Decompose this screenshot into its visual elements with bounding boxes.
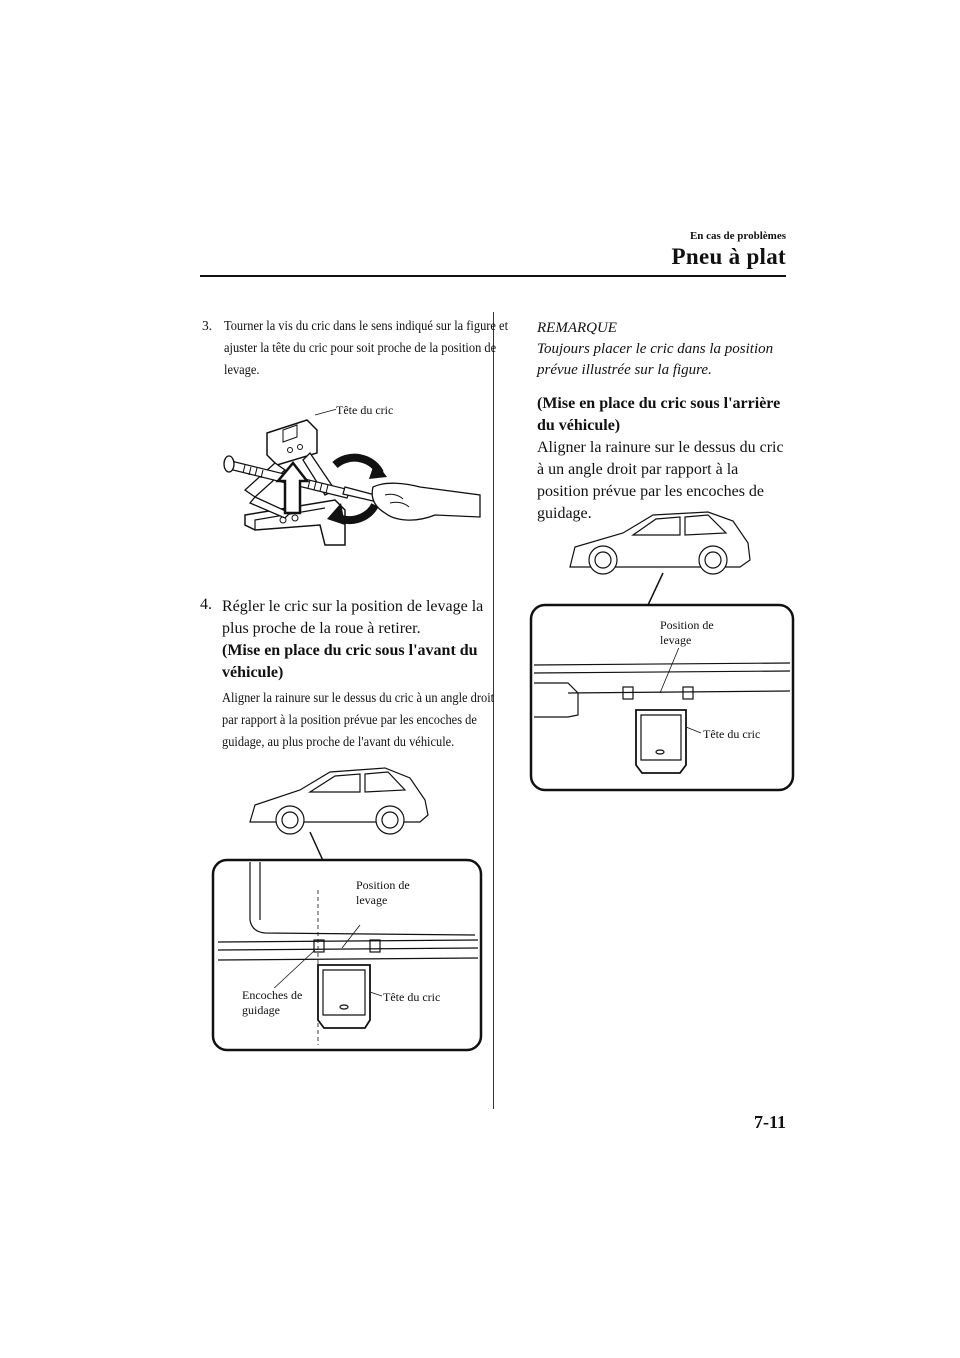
step-3-number: 3. [202,318,213,333]
step-3-text: Tourner la vis du cric dans le sens indiqué sur la figure et ajuster la tête du cric pour soit proche de la position de levage. [224,318,509,377]
front-guide-notches-label: Encoches de guidage [242,988,312,1018]
header-rule [200,275,786,277]
rear-jack-illustration [528,505,796,795]
step-3 [202,315,509,381]
section-name: En cas de problèmes [689,230,786,242]
page-number: 7-11 [753,1112,786,1132]
rear-jack-text: Aligner la rainure sur le dessus du cric à un angle droit par rapport à la position prévue par les encoches de guidage. [537,439,784,522]
note-text: Toujours placer le cric dans la position prévue illustrée sur la figure. [537,341,774,378]
step-4-number: 4. [200,596,212,613]
front-jack-head-label: Tête du cric [383,990,441,1004]
car-side-view-front [250,768,428,834]
step-4-text: Régler le cric sur la position de levage la plus proche de la roue à retirer. [222,598,484,637]
jack-head-label: Tête du cric [336,403,394,417]
front-jack-text: Aligner la rainure sur le dessus du cric à un angle droit par rapport à la position prévue par les encoches de guidage, au plus proche de l'avant du véhicule. [222,690,495,749]
jack-crank-illustration [215,395,495,555]
car-side-view-rear [570,512,750,574]
note-title: REMARQUE [537,320,617,336]
rear-jack-heading: (Mise en place du cric sous l'arrière du véhicule) [537,395,781,434]
front-jack-heading: (Mise en place du cric sous l'avant du véhicule) [222,642,478,681]
step-4 [200,596,495,753]
page-title: Pneu à plat [671,244,786,269]
rear-jack-head-label: Tête du cric [703,727,761,741]
front-lift-position-label: Position de levage [356,878,426,908]
rear-lift-position-label: Position de levage [660,618,730,648]
note-block [537,318,787,525]
